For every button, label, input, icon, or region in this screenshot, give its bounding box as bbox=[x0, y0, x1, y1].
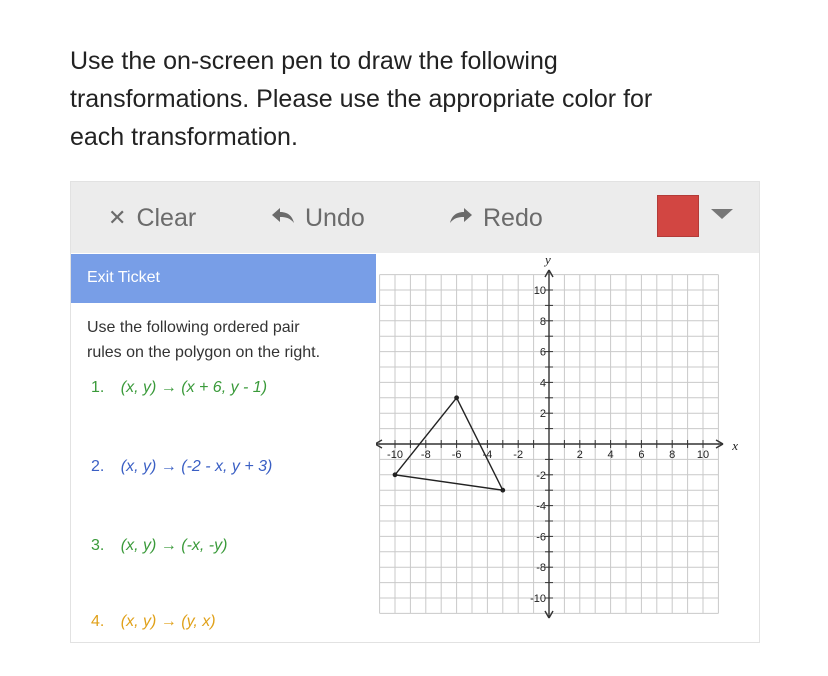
instruction-line-2: rules on the polygon on the right. bbox=[87, 344, 321, 361]
x-tick-label: 8 bbox=[669, 449, 676, 461]
rule-number: 2. bbox=[91, 458, 105, 475]
rule-item-3 bbox=[91, 537, 227, 555]
prompt-line-1: Use the on-screen pen to draw the following bbox=[70, 47, 558, 75]
rule-number: 1. bbox=[91, 379, 105, 396]
redo-button[interactable] bbox=[449, 200, 543, 236]
x-tick-label: 10 bbox=[696, 449, 710, 461]
prompt-line-3: each transformation. bbox=[70, 123, 298, 151]
undo-button[interactable] bbox=[271, 200, 365, 236]
y-tick-label: 10 bbox=[533, 285, 546, 297]
y-axis-label: y bbox=[545, 254, 551, 267]
polygon-vertex bbox=[454, 395, 459, 400]
y-tick-label: -8 bbox=[536, 562, 546, 575]
y-tick-label: 4 bbox=[539, 377, 546, 390]
x-tick-label: -6 bbox=[451, 449, 462, 461]
x-axis-label: x bbox=[732, 438, 739, 453]
ticket-instructions bbox=[87, 315, 357, 365]
rule-item-4 bbox=[91, 613, 216, 631]
clear-button[interactable] bbox=[108, 200, 196, 236]
x-tick-label: -2 bbox=[513, 449, 524, 461]
prompt-text bbox=[70, 42, 770, 156]
x-tick-label: -10 bbox=[387, 449, 403, 461]
ticket-header bbox=[71, 254, 376, 303]
coordinate-grid[interactable] bbox=[376, 254, 759, 640]
x-tick-label: -4 bbox=[482, 449, 493, 461]
polygon-vertex bbox=[500, 488, 505, 493]
redo-arrow-icon bbox=[449, 207, 473, 229]
rule-item-2 bbox=[91, 458, 272, 476]
x-tick-label: 4 bbox=[607, 449, 614, 461]
y-tick-label: -2 bbox=[536, 469, 546, 482]
rule-number: 4. bbox=[91, 613, 105, 630]
y-tick-label: -10 bbox=[530, 593, 546, 605]
caret-down-icon[interactable] bbox=[711, 209, 733, 219]
rule-text: (x, y) → (-x, -y) bbox=[120, 537, 228, 554]
ticket-title: Exit Ticket bbox=[87, 269, 160, 286]
pen-toolbar bbox=[71, 182, 759, 253]
x-tick-label: 6 bbox=[638, 449, 645, 461]
undo-label: Undo bbox=[305, 203, 365, 232]
rule-text: (x, y) → (-2 - x, y + 3) bbox=[120, 458, 273, 475]
polygon-vertex bbox=[393, 472, 398, 477]
rule-text: (x, y) → (x + 6, y - 1) bbox=[120, 379, 268, 396]
y-tick-label: 6 bbox=[539, 346, 546, 359]
color-swatch[interactable] bbox=[657, 195, 699, 237]
redo-label: Redo bbox=[483, 203, 543, 232]
close-icon: ✕ bbox=[108, 205, 127, 230]
y-tick-label: 8 bbox=[539, 315, 546, 328]
undo-arrow-icon bbox=[271, 207, 295, 229]
x-tick-label: 2 bbox=[576, 449, 583, 461]
y-tick-label: -4 bbox=[536, 500, 546, 513]
drawing-widget bbox=[70, 181, 760, 643]
y-tick-label: -6 bbox=[536, 531, 546, 544]
instruction-line-1: Use the following ordered pair bbox=[87, 319, 300, 336]
y-tick-label: 2 bbox=[539, 408, 546, 421]
clear-label: Clear bbox=[136, 203, 197, 232]
rule-text: (x, y) → (y, x) bbox=[120, 613, 216, 630]
rule-item-1 bbox=[91, 379, 267, 397]
prompt-line-2: transformations. Please use the appropriate color for bbox=[70, 85, 653, 113]
x-tick-label: -8 bbox=[420, 449, 431, 461]
rule-number: 3. bbox=[91, 537, 105, 554]
